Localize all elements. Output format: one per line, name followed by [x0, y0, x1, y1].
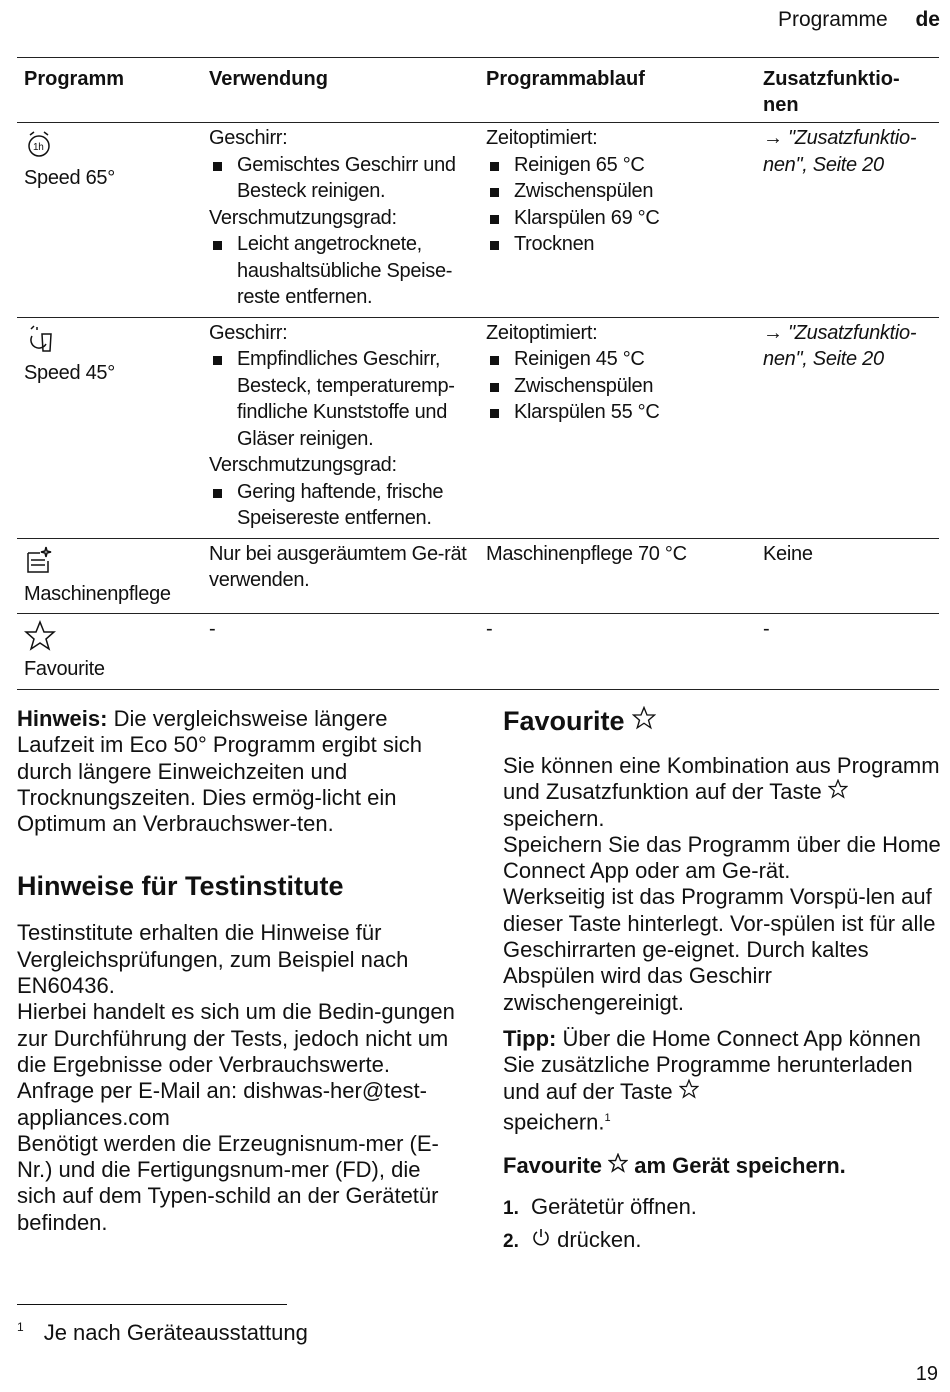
table-row	[17, 538, 939, 614]
steps-list	[503, 1191, 943, 1257]
col-header-programmablauf: Programmablauf	[479, 58, 756, 123]
list-item: Leicht angetrocknete, haushaltsübliche Speise-reste entfernen.	[209, 231, 473, 311]
col-header-programm: Programm	[17, 58, 202, 123]
page-number: 19	[915, 1363, 938, 1385]
cross-reference-link[interactable]: "Zusatzfunktio-nen", Seite 20	[763, 321, 917, 370]
flow-label: Zeitoptimiert:	[486, 321, 598, 344]
list-item: Klarspülen 55 °C	[486, 399, 750, 426]
star-icon	[24, 620, 196, 650]
arrow-icon: →	[763, 127, 783, 149]
program-name: Maschinenpflege	[24, 582, 171, 605]
extra-text: Keine	[756, 538, 939, 614]
star-icon	[679, 1079, 699, 1104]
program-name: Speed 45°	[24, 361, 115, 384]
usage-label: Geschirr:	[209, 321, 288, 344]
paragraph: Sie können eine Kombination aus Programm und Zusatzfunktion auf der Taste speichern.	[503, 753, 940, 831]
usage-label: Geschirr:	[209, 127, 288, 149]
program-table	[17, 57, 939, 690]
note-label: Hinweis:	[17, 706, 108, 731]
list-item: Zwischenspülen	[486, 178, 750, 205]
tip-label: Tipp:	[503, 1025, 557, 1051]
test-institutes-heading: Hinweise für Testinstitute	[17, 871, 344, 902]
list-item: Trocknen	[486, 231, 750, 258]
paragraph: Hierbei handelt es sich um die Bedin-gungen zur Durchführung der Tests, jedoch nicht um die Ergebnisse oder Verbrauchswerte.	[17, 999, 455, 1077]
footnote-divider	[17, 1304, 287, 1305]
list-item: 1. Gerätetür öffnen.	[503, 1194, 697, 1220]
table-row	[17, 614, 939, 690]
left-column	[17, 706, 457, 1236]
tip-paragraph: Tipp: Über die Home Connect App können Sie zusätzliche Programme herunterladen und auf der Taste speichern.$^1$	[503, 1025, 921, 1135]
col-header-verwendung: Verwendung	[202, 58, 479, 123]
paragraph: Werkseitig ist das Programm Vorspü-len auf dieser Taste hinterlegt. Vor-spülen ist für alle Geschirrarten ge-eignet. Durch kaltes Abspülen wird das Geschirr zwischengereinigt.	[503, 884, 936, 1015]
machine-care-icon	[24, 545, 196, 575]
speed-1h-icon	[24, 129, 196, 159]
cross-reference-link[interactable]: "Zusatzfunktio-nen", Seite 20	[763, 127, 917, 176]
usage-text: -	[202, 614, 479, 690]
power-icon	[531, 1227, 551, 1252]
right-column	[503, 706, 943, 1257]
email-paragraph: Anfrage per E-Mail an: dishwas-her@test-appliances.com	[17, 1078, 427, 1130]
table-header-row	[17, 58, 939, 123]
star-icon	[632, 706, 656, 736]
page-header	[778, 8, 940, 32]
paragraph: Speichern Sie das Programm über die Home Connect App oder am Ge-rät.	[503, 831, 941, 884]
program-name: Speed 65°	[24, 167, 115, 189]
list-item: Zwischenspülen	[486, 373, 750, 400]
extra-text: -	[756, 614, 939, 690]
usage-text: Nur bei ausgeräumtem Ge-rät verwenden.	[202, 538, 479, 614]
paragraph: Benötigt werden die Erzeugnisnum-mer (E-Nr.) und die Fertigungsnum-mer (FD), die sich auf dem Typen-schild an der Gerätetür befinden.	[17, 1130, 439, 1235]
table-row	[17, 123, 939, 318]
note-text: Die vergleichsweise längere Laufzeit im Eco 50° Programm ergibt sich durch längere Einweichzeiten und Trocknungszeiten. Dies ermög-licht ein Optimum an Verbrauchswer-ten.	[17, 706, 422, 837]
footnote-mark: 1	[604, 1111, 611, 1124]
flow-label: Zeitoptimiert:	[486, 127, 598, 149]
svg-text:1h: 1h	[33, 142, 44, 153]
paragraph: Testinstitute erhalten die Hinweise für Vergleichsprüfungen, zum Beispiel nach EN60436.	[17, 920, 409, 999]
list-item: Gering haftende, frische Speisereste entfernen.	[209, 479, 473, 532]
arrow-icon: →	[763, 321, 783, 344]
save-favourite-subheading: Favourite am Gerät speichern.	[503, 1153, 846, 1179]
section-title: Programme	[777, 8, 888, 31]
list-item: Reinigen 65 °C	[486, 152, 750, 179]
star-icon	[828, 779, 848, 804]
program-name: Favourite	[24, 658, 105, 680]
col-header-zusatzfunktionen: Zusatzfunktio- nen	[756, 58, 939, 123]
language-code: de	[915, 8, 940, 31]
list-item: Empfindliches Geschirr, Besteck, temperaturemp-findliche Kunststoffe und Gläser reinigen.	[209, 346, 473, 452]
star-icon	[608, 1153, 628, 1178]
list-item: Klarspülen 69 °C	[486, 205, 750, 232]
flow-text: -	[479, 614, 756, 690]
note-paragraph	[17, 706, 457, 837]
table-row	[17, 317, 939, 538]
favourite-heading: Favourite	[503, 706, 943, 737]
soil-label: Verschmutzungsgrad:	[209, 206, 397, 229]
speed-glass-icon	[24, 324, 196, 354]
flow-text: Maschinenpflege 70 °C	[479, 538, 756, 614]
list-item: Reinigen 45 °C	[486, 346, 750, 373]
soil-label: Verschmutzungsgrad:	[209, 454, 397, 476]
list-item: 2. drücken.	[503, 1227, 642, 1253]
footnote: $^1$ Je nach Geräteausstattung	[17, 1320, 308, 1345]
list-item: Gemischtes Geschirr und Besteck reinigen.	[209, 152, 473, 205]
